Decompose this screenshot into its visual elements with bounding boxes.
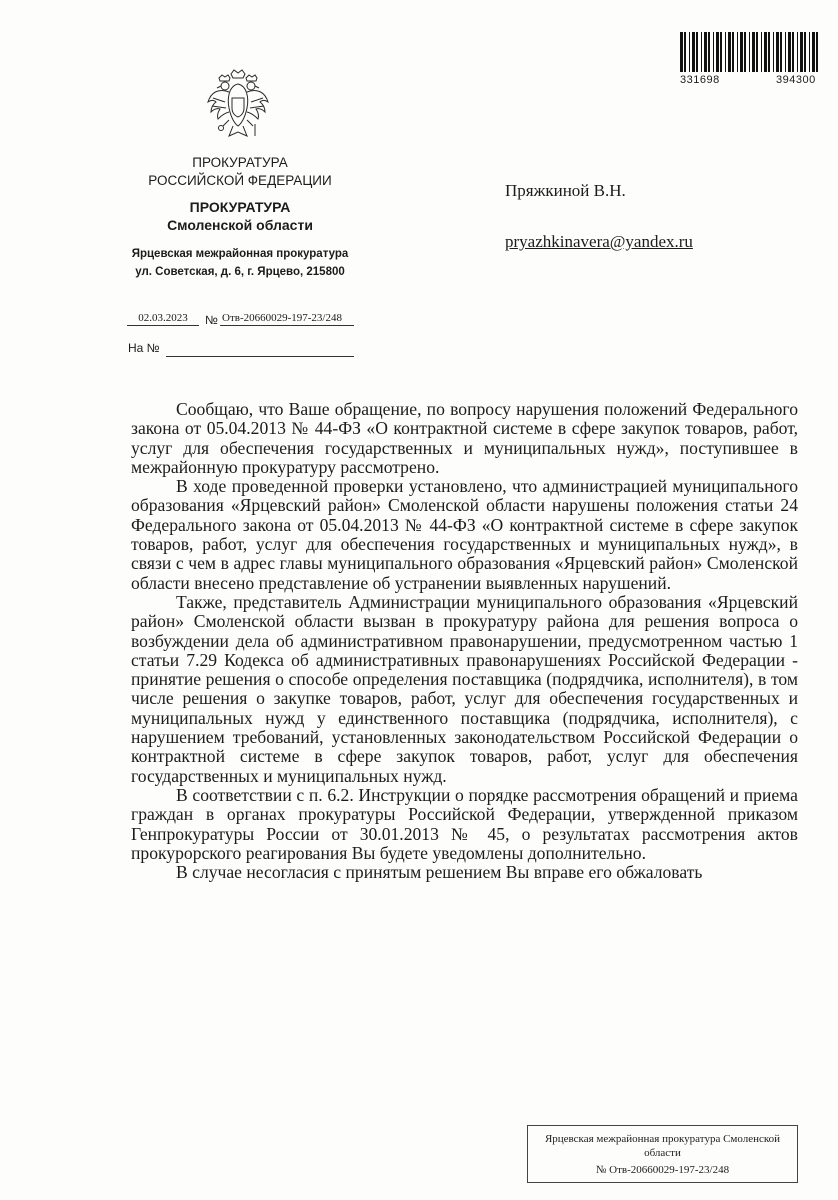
coat-of-arms-emblem — [205, 68, 271, 144]
region-line2: Смоленской области — [167, 217, 313, 233]
region-line1: ПРОКУРАТУРА — [189, 199, 291, 215]
stamp-line2: области — [644, 1147, 681, 1159]
paragraph-1: Сообщаю, что Ваше обращение, по вопросу нарушения положений Федерального закона от 05.04.2013 № 44-ФЗ «О контрактной системе в сфере закупок товаров, работ, услуг для обеспечения государственных и муниципальных нужд», поступившее в межрайонную прокуратуру рассмотрено. — [131, 399, 798, 477]
office-name: Ярцевская межрайонная прокуратура — [131, 248, 349, 260]
registration-stamp — [527, 1125, 798, 1183]
stamp-line1: Ярцевская межрайонная прокуратура Смоленской — [544, 1133, 781, 1145]
paragraph-3: Также, представитель Администрации муниципального образования «Ярцевский район» Смоленской области вызван в прокуратуру района для решения вопроса о возбуждении дела об административном правонарушении, предусмотренном частью 1 статьи 7.29 Кодекса об административных правонарушениях Российской Федерации - принятие решения о способе определения поставщика (подрядчика, исполнителя), в том числе решения о закупке товаров, работ, услуг для обеспечения государственных и муниципальных нужд у единственного поставщика (подрядчика, исполнителя), с нарушением требований, установленных законодательством Российской Федерации о контрактной системе в сфере закупок товаров, работ, услуг для обеспечения государственных и муниципальных нужд. — [131, 591, 798, 786]
number-label: № — [205, 313, 218, 327]
document-number-field — [220, 312, 354, 326]
barcode-image — [680, 32, 818, 72]
paragraph-5: В случае несогласия с принятым решением Вы вправе его обжаловать — [176, 862, 703, 883]
org-name-line2: РОССИЙСКОЙ ФЕДЕРАЦИИ — [148, 173, 332, 188]
document-date-field — [127, 312, 199, 326]
stamp-number: Отв-20660029-197-23/248 — [609, 1164, 730, 1176]
on-number-label: На № — [128, 341, 160, 355]
stamp-number-label: № — [595, 1164, 607, 1176]
addressee-name: Пряжкиной В.Н. — [505, 181, 626, 200]
addressee-email: pryazhkinavera@yandex.ru — [505, 232, 693, 251]
paragraph-2: В ходе проведенной проверки установлено, что администрацией муниципального образования «Ярцевский район» Смоленской области нарушены положения статьи 24 Федерального закона от 05.04.2013 № 44-ФЗ «О контрактной системе в сфере закупок товаров, работ, услуг для обеспечения государственных и муниципальных нужд», в связи с чем в адрес главы муниципального образования «Ярцевский район» Смоленской области внесено представление об устранении выявленных нарушений. — [131, 476, 798, 593]
document-number: Отв-20660029-197-23/248 — [222, 312, 342, 324]
on-number-line — [166, 356, 354, 357]
barcode-left-number: 331698 — [680, 74, 720, 86]
document-date: 02.03.2023 — [138, 312, 188, 324]
barcode-right-number: 394300 — [776, 74, 816, 86]
paragraph-4: В соответствии с п. 6.2. Инструкции о порядке рассмотрения обращений и приема граждан в органах прокуратуры Российской Федерации, утвержденной приказом Генпрокуратуры России от 30.01.2013 № 45, о результатах рассмотрения актов прокурорского реагирования Вы будете уведомлены дополнительно. — [131, 784, 798, 863]
office-address: ул. Советская, д. 6, г. Ярцево, 215800 — [135, 266, 345, 278]
org-name-line1: ПРОКУРАТУРА — [192, 155, 288, 170]
letter-body — [131, 400, 798, 882]
